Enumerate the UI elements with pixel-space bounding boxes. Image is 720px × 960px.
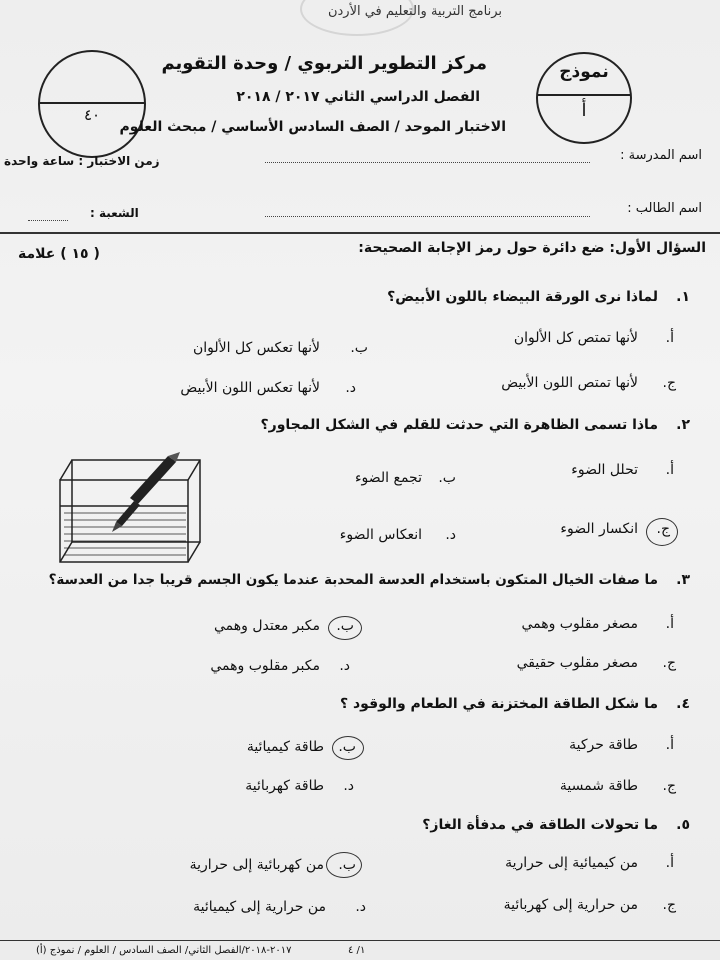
q2-number: ٢. bbox=[676, 417, 690, 433]
q3-option-c: مصغر مقلوب حقيقي bbox=[516, 655, 638, 671]
q2-letter-d: د. bbox=[445, 527, 456, 543]
semester: الفصل الدراسي الثاني ٢٠١٧ / ٢٠١٨ bbox=[236, 89, 480, 105]
q1-letter-c: ج. bbox=[662, 375, 676, 391]
student-label: اسم الطالب : bbox=[627, 201, 702, 216]
q1-number: ١. bbox=[676, 289, 690, 305]
header-divider bbox=[0, 232, 720, 234]
page-number: ١/ ٤ bbox=[348, 945, 366, 956]
time-label: زمن الاختبار : ساعة واحدة bbox=[4, 154, 160, 168]
school-label: اسم المدرسة : bbox=[620, 148, 702, 163]
q5-letter-b: ب. bbox=[338, 857, 356, 873]
center-title: مركز التطوير التربوي / وحدة التقويم bbox=[161, 53, 487, 74]
q4-option-c: طاقة شمسية bbox=[559, 778, 638, 794]
q3-letter-c: ج. bbox=[662, 655, 676, 671]
q4-option-d: طاقة كهربائية bbox=[245, 778, 324, 794]
q3-text: ما صفات الخيال المتكون باستخدام العدسة المحدبة عندما يكون الجسم قريبا جدا من العدسة؟ bbox=[48, 572, 658, 588]
q5-option-a: من كيميائية إلى حرارية bbox=[505, 855, 638, 871]
model-value: أ bbox=[581, 100, 587, 121]
question-one-marks: ( ١٥ ) علامة bbox=[18, 246, 100, 262]
q2-letter-a: أ. bbox=[665, 462, 674, 478]
total-mark: ٤٠ bbox=[83, 106, 101, 124]
pencil-in-water-figure bbox=[50, 448, 210, 573]
q5-option-b: من كهربائية إلى حرارية bbox=[189, 857, 324, 873]
question-one-title: السؤال الأول: ضع دائرة حول رمز الإجابة الصحيحة: bbox=[358, 240, 706, 256]
q5-number: ٥. bbox=[676, 817, 690, 833]
q5-text: ما تحولات الطاقة في مدفأة الغاز؟ bbox=[422, 817, 658, 833]
q1-option-d: لأنها تعكس اللون الأبيض bbox=[180, 380, 320, 396]
program-line: برنامج التربية والتعليم في الأردن bbox=[327, 4, 502, 19]
q5-letter-a: أ. bbox=[665, 855, 674, 871]
total-mark-circle bbox=[38, 50, 146, 158]
q3-option-b: مكبر معتدل وهمي bbox=[214, 618, 320, 634]
q3-letter-b: ب. bbox=[336, 618, 354, 634]
footer-info: ٢٠١٧-٢٠١٨/الفصل الثاني/ الصف السادس / العلوم / نموذج (أ) bbox=[36, 945, 292, 956]
model-circle bbox=[536, 52, 632, 144]
q2-option-d: انعكاس الضوء bbox=[339, 527, 422, 543]
q1-letter-a: أ. bbox=[665, 330, 674, 346]
q4-text: ما شكل الطاقة المختزنة في الطعام والوقود ؟ bbox=[340, 696, 658, 712]
q4-letter-b: ب. bbox=[338, 739, 356, 755]
section-label: الشعبة : bbox=[90, 206, 139, 220]
q4-letter-c: ج. bbox=[662, 778, 676, 794]
q3-letter-d: د. bbox=[339, 658, 350, 674]
q3-option-a: مصغر مقلوب وهمي bbox=[521, 616, 638, 632]
model-label: نموذج bbox=[559, 62, 609, 82]
q1-text: لماذا نرى الورقة البيضاء باللون الأبيض؟ bbox=[387, 289, 658, 305]
school-field bbox=[265, 162, 590, 163]
q4-option-b: طاقة كيميائية bbox=[246, 739, 324, 755]
q1-letter-b: ب. bbox=[350, 340, 368, 356]
q2-option-b: تجمع الضوء bbox=[354, 470, 422, 486]
q5-option-d: من حرارية إلى كيميائية bbox=[193, 899, 326, 915]
q4-number: ٤. bbox=[676, 696, 690, 712]
q5-letter-c: ج. bbox=[662, 897, 676, 913]
q4-letter-d: د. bbox=[343, 778, 354, 794]
q1-option-c: لأنها تمتص اللون الأبيض bbox=[501, 375, 638, 391]
q5-option-c: من حرارية إلى كهربائية bbox=[503, 897, 638, 913]
q5-letter-d: د. bbox=[355, 899, 366, 915]
section-field bbox=[28, 220, 68, 221]
q4-option-a: طاقة حركية bbox=[569, 737, 638, 753]
q4-letter-a: أ. bbox=[665, 737, 674, 753]
footer-divider bbox=[0, 940, 720, 941]
q2-letter-b: ب. bbox=[438, 470, 456, 486]
q1-option-a: لأنها تمتص كل الألوان bbox=[513, 330, 638, 346]
student-field bbox=[265, 216, 590, 217]
q1-letter-d: د. bbox=[345, 380, 356, 396]
exam-title: الاختبار الموحد / الصف السادس الأساسي / مبحث العلوم bbox=[119, 119, 506, 135]
q2-text: ماذا تسمى الظاهرة التي حدثت للقلم في الشكل المجاور؟ bbox=[260, 417, 658, 433]
q3-option-d: مكبر مقلوب وهمي bbox=[210, 658, 320, 674]
q2-option-c: انكسار الضوء bbox=[560, 521, 638, 537]
q3-letter-a: أ. bbox=[665, 616, 674, 632]
q2-letter-c: ج. bbox=[656, 521, 670, 537]
q3-number: ٣. bbox=[676, 572, 690, 588]
q1-option-b: لأنها تعكس كل الألوان bbox=[193, 340, 320, 356]
q2-option-a: تحلل الضوء bbox=[571, 462, 638, 478]
